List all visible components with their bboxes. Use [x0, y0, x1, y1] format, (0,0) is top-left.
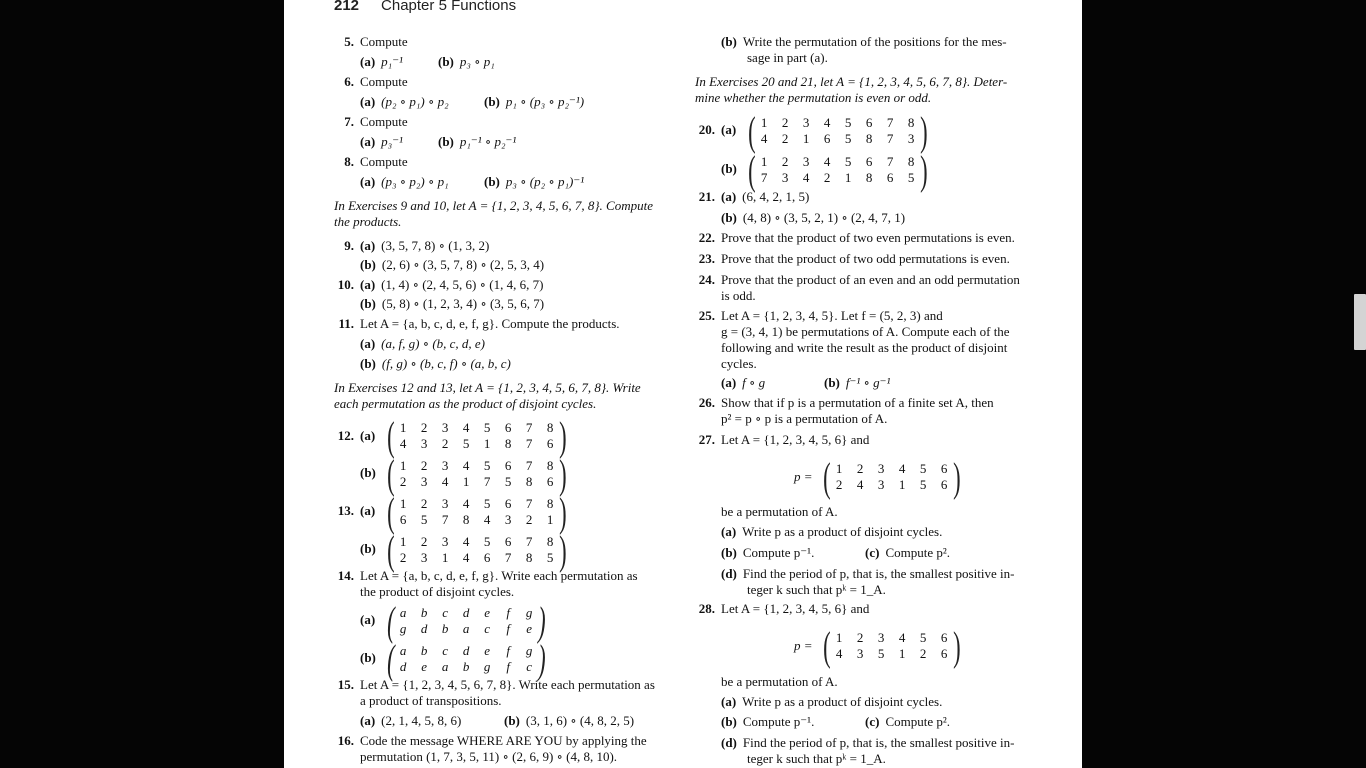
- matrix-cell-top: 2: [781, 115, 789, 130]
- exercise-25: 25. Let A = {1, 2, 3, 4, 5}. Let f = (5, 2, 3) and: [698, 308, 943, 323]
- matrix-cell-bottom: e: [526, 621, 533, 636]
- matrix-cell-bottom: 5: [420, 512, 428, 527]
- matrix-cell-bottom: 6: [483, 550, 491, 565]
- matrix-cell-bottom: 3: [856, 646, 864, 661]
- matrix-cell-bottom: e: [421, 659, 428, 674]
- chapter-title: Chapter 5 Functions: [381, 0, 517, 14]
- matrix-cell-bottom: 3: [420, 436, 428, 451]
- textbook-page: 212 Chapter 5 Functions 5. Compute (a) p₁⁻¹ (b) p₃ ∘ p₁ 6. Compute (a) (p₂ ∘ p₁) ∘ p₂ (b) p₁ ∘ (p₃ ∘ p₂⁻¹) 7. Compute (a) p₃⁻¹ (b) p₁⁻¹ ∘ p₂⁻¹ 8. Compute (a) (p₃ ∘ p₂) ∘ p₁ (b) p₃ ∘ (p₂ ∘ p₁)⁻¹ In Exercises 9 and 10, let A = {1, 2, 3, 4, 5, 6, 7, 8}. Compute the products. 9. (a) (3, 5, 7, 8) ∘ (1, 3, 2) (b) (2, 6) ∘ (3, 5, 7, 8) ∘ (2, 5, 3, 4) 10. (a) (1, 4) ∘ (2, 4, 5, 6) ∘ (1, 4, 6, 7) (b) (5, 8) ∘ (1, 2, 3, 4) ∘ (3, 5, 6, 7) 11. Let A = {a, b, c, d, e, f, g}. Compute the products. (a) (a, f, g) ∘ (b, c, d, e) (b) (f, g) ∘ (b, c, f) ∘ (a, b, c) In Exercises 12 and 13, let A = {1, 2, 3, 4, 5, 6, 7, 8}. Write each permutation as the product of disjoint cycles. 12. (a) ( 1 4 2 3 3 2 4 5 5 1 6 8 7 7 8 6 ) (b) ( 1 2 2 3 3 4 4 1 5 7 6 5 7 8 8 6 ) 13. (a) ( 1 6 2 5 3 7 4 8 5 4 6 3 7 2 8 1 ) (b) ( 1 2 2 3 3 1 4 4 5 6 6 7 7 8 8 5 ) 14. Let A = {a, b, c, d, e, f, g}. Write each permutation as the product of disjoint cycles. (a) ( a g b d c b d a e c f f g e ) (b) ( a d b e c a d b e g f f g c ) 15. Let A = {1, 2, 3, 4, 5, 6, 7, 8}. Write each permutation as a product of transpositions. (a) (2, 1, 4, 5, 8, 6) (b) (3, 1, 6) ∘ (4, 8, 2, 5) 16. Code the message WHERE ARE YOU by applying the permutation (1, 7, 3, 5, 11) ∘ (2, 6, 9) ∘ (4, 8, 10). (b) Write the permutation of the positions for the mes- sage in part (a). In Exercises 20 and 21, let A = {1, 2, 3, 4, 5, 6, 7, 8}. Deter- mine whether the permutation is even or odd. 20. (a) ( 1 4 2 2 3 1 4 6 5 5 6 8 7 7 8 3 ) (b) ( 1 7 2 3 3 4 4 2 5 1 6 8 7 6 8 5 ) 21. (a) (6, 4, 2, 1, 5) (b) (4, 8) ∘ (3, 5, 2, 1) ∘ (2, 4, 7, 1) 22. Prove that the product of two even permutations is even. 23. Prove that the product of two odd permutations is even. 24. Prove that the product of an even and an odd permutation is odd. 25. Let A = {1, 2, 3, 4, 5}. Let f = (5, 2, 3) and g = (3, 4, 1) be permutations of A. Compute each of the following and write the result as the product of disjoint cycles. (a) f ∘ g (b) f⁻¹ ∘ g⁻¹ 26. Show that if p is a permutation of a finite set A, then p² = p ∘ p is a permutation of A. 27. Let A = {1, 2, 3, 4, 5, 6} and p = ( 1 2 2 4 3 3 4 1 5 5 6 6 ) be a permutation of A. (a) Write p as a product of disjoint cycles. (b) Compute p⁻¹. (c) Compute p². (d) Find the period of p, that is, the smallest positive in- teger k such that pᵏ = 1_A. 28. Let A = {1, 2, 3, 4, 5, 6} and p = ( 1 4 2 3 3 5 4 1 5 2 6 6 ) be a permutation of A. (a) Write p as a product of disjoint cycles. (b) Compute p⁻¹. (c) Compute p². (d) Find the period of p, that is, the smallest positive in- teger k such that pᵏ = 1_A.: [284, 0, 1082, 768]
- matrix-cell-top: 7: [886, 154, 894, 169]
- exercise-26: 26. Show that if p is a permutation of a finite set A, then: [698, 395, 994, 410]
- matrix-cell-top: 6: [504, 420, 512, 435]
- matrix-14b: ( a d b e c a d b e g f f g c ): [387, 636, 546, 682]
- matrix-27: ( 1 2 2 4 3 3 4 1 5 5 6 6 ): [823, 454, 961, 500]
- matrix-28: ( 1 4 2 3 3 5 4 1 5 2 6 6 ): [823, 623, 961, 669]
- matrix-cell-top: 1: [835, 461, 843, 476]
- matrix-cell-bottom: b: [462, 659, 470, 674]
- instruction-9-10: In Exercises 9 and 10, let A = {1, 2, 3, 4, 5, 6, 7, 8}. Compute the products.: [334, 198, 653, 229]
- matrix-cell-bottom: 1: [898, 477, 906, 492]
- matrix-cell-top: 1: [399, 458, 407, 473]
- matrix-cell-top: a: [399, 643, 407, 658]
- matrix-13a: ( 1 6 2 5 3 7 4 8 5 4 6 3 7 2 8 1 ): [387, 489, 567, 535]
- matrix-cell-bottom: d: [399, 659, 407, 674]
- matrix-cell-top: d: [462, 605, 470, 620]
- matrix-cell-bottom: 5: [546, 550, 554, 565]
- matrix-cell-bottom: 4: [441, 474, 449, 489]
- matrix-cell-bottom: 5: [919, 477, 927, 492]
- matrix-cell-top: 6: [504, 496, 512, 511]
- scrollbar-thumb[interactable]: [1354, 294, 1366, 350]
- matrix-cell-top: 6: [940, 630, 948, 645]
- matrix-12b: ( 1 2 2 3 3 4 4 1 5 7 6 5 7 8 8 6 ): [387, 451, 567, 497]
- matrix-cell-bottom: 3: [877, 477, 885, 492]
- matrix-cell-bottom: 6: [546, 474, 554, 489]
- matrix-cell-top: 5: [919, 630, 927, 645]
- matrix-cell-top: 5: [483, 534, 491, 549]
- exercise-24: 24. Prove that the product of an even and an odd permutation: [698, 272, 1020, 287]
- matrix-cell-top: 4: [823, 115, 831, 130]
- matrix-cell-bottom: 4: [462, 550, 470, 565]
- matrix-cell-bottom: 5: [504, 474, 512, 489]
- matrix-cell-top: 3: [877, 630, 885, 645]
- matrix-cell-bottom: 5: [462, 436, 470, 451]
- matrix-cell-top: b: [420, 605, 428, 620]
- matrix-cell-bottom: 8: [504, 436, 512, 451]
- matrix-cell-top: 2: [856, 461, 864, 476]
- matrix-cell-bottom: b: [441, 621, 449, 636]
- matrix-cell-bottom: 6: [940, 477, 948, 492]
- matrix-cell-top: 8: [907, 154, 915, 169]
- matrix-cell-bottom: 8: [865, 131, 873, 146]
- matrix-cell-top: 6: [504, 534, 512, 549]
- matrix-cell-top: 3: [441, 458, 449, 473]
- matrix-cell-bottom: 6: [546, 436, 554, 451]
- matrix-cell-top: 6: [865, 115, 873, 130]
- matrix-cell-top: 6: [940, 461, 948, 476]
- matrix-cell-top: 1: [835, 630, 843, 645]
- matrix-cell-top: 7: [525, 534, 533, 549]
- matrix-cell-top: e: [484, 605, 491, 620]
- matrix-cell-top: 4: [898, 630, 906, 645]
- matrix-cell-top: 6: [504, 458, 512, 473]
- matrix-cell-top: 6: [865, 154, 873, 169]
- exercise-5-parts: (a) p₁⁻¹: [360, 54, 403, 69]
- exercise-27: 27. Let A = {1, 2, 3, 4, 5, 6} and: [698, 432, 870, 447]
- instruction-20-21: In Exercises 20 and 21, let A = {1, 2, 3, 4, 5, 6, 7, 8}. Deter- mine whether the permutation is even or odd.: [695, 74, 1008, 105]
- matrix-20a: ( 1 4 2 2 3 1 4 6 5 5 6 8 7 7 8 3 ): [748, 108, 928, 154]
- matrix-cell-top: 8: [546, 458, 554, 473]
- matrix-14a: ( a g b d c b d a e c f f g e ): [387, 598, 546, 644]
- matrix-cell-bottom: 1: [546, 512, 554, 527]
- matrix-cell-top: 1: [399, 496, 407, 511]
- matrix-cell-bottom: 1: [898, 646, 906, 661]
- matrix-cell-top: 2: [420, 496, 428, 511]
- matrix-cell-top: 2: [781, 154, 789, 169]
- matrix-cell-top: 3: [877, 461, 885, 476]
- matrix-cell-bottom: 3: [781, 170, 789, 185]
- matrix-cell-bottom: 8: [525, 550, 533, 565]
- matrix-cell-top: 5: [483, 496, 491, 511]
- matrix-cell-bottom: 4: [399, 436, 407, 451]
- matrix-cell-bottom: 7: [504, 550, 512, 565]
- matrix-cell-bottom: 6: [823, 131, 831, 146]
- matrix-cell-bottom: 4: [483, 512, 491, 527]
- matrix-cell-bottom: g: [399, 621, 407, 636]
- matrix-cell-bottom: f: [506, 621, 510, 636]
- matrix-cell-top: 4: [462, 458, 470, 473]
- matrix-cell-bottom: 7: [760, 170, 768, 185]
- matrix-cell-top: f: [506, 643, 510, 658]
- matrix-cell-bottom: f: [506, 659, 510, 674]
- matrix-cell-bottom: c: [484, 621, 491, 636]
- matrix-cell-top: 2: [420, 534, 428, 549]
- matrix-cell-top: 8: [907, 115, 915, 130]
- exercise-23: 23. Prove that the product of two odd permutations is even.: [698, 251, 1010, 266]
- matrix-cell-bottom: 3: [420, 550, 428, 565]
- matrix-cell-top: 3: [802, 154, 810, 169]
- matrix-cell-top: b: [420, 643, 428, 658]
- page-header: [334, 0, 516, 14]
- matrix-cell-top: 8: [546, 420, 554, 435]
- matrix-cell-top: 7: [525, 458, 533, 473]
- matrix-cell-top: 5: [483, 458, 491, 473]
- matrix-cell-top: 2: [856, 630, 864, 645]
- matrix-cell-top: c: [442, 605, 449, 620]
- matrix-cell-bottom: 7: [483, 474, 491, 489]
- matrix-cell-top: 3: [441, 420, 449, 435]
- exercise-13: 13. (a): [337, 503, 376, 518]
- matrix-cell-bottom: 1: [441, 550, 449, 565]
- matrix-cell-bottom: 8: [525, 474, 533, 489]
- matrix-cell-bottom: 8: [865, 170, 873, 185]
- matrix-cell-top: d: [462, 643, 470, 658]
- exercise-8: 8. Compute: [344, 154, 408, 169]
- matrix-cell-top: g: [525, 605, 533, 620]
- matrix-cell-bottom: c: [526, 659, 533, 674]
- exercise-9: 9. (a) (3, 5, 7, 8) ∘ (1, 3, 2): [344, 238, 490, 253]
- matrix-cell-top: 8: [546, 496, 554, 511]
- exercise-5: 5. Compute: [344, 34, 408, 49]
- matrix-cell-bottom: a: [462, 621, 470, 636]
- matrix-cell-bottom: 1: [802, 131, 810, 146]
- matrix-cell-top: g: [525, 643, 533, 658]
- page-number: 212: [334, 0, 360, 14]
- matrix-cell-bottom: 4: [760, 131, 768, 146]
- matrix-cell-top: 3: [441, 496, 449, 511]
- matrix-cell-bottom: 1: [483, 436, 491, 451]
- matrix-cell-top: 5: [919, 461, 927, 476]
- matrix-cell-bottom: 2: [441, 436, 449, 451]
- matrix-cell-bottom: 5: [844, 131, 852, 146]
- exercise-16b: (b) Write the permutation of the positions for the mes-: [721, 34, 1007, 49]
- matrix-cell-top: 7: [525, 496, 533, 511]
- matrix-cell-bottom: 3: [420, 474, 428, 489]
- matrix-cell-top: 1: [760, 115, 768, 130]
- matrix-cell-bottom: 5: [907, 170, 915, 185]
- matrix-cell-bottom: 2: [399, 550, 407, 565]
- matrix-cell-top: 5: [483, 420, 491, 435]
- exercise-22: 22. Prove that the product of two even permutations is even.: [698, 230, 1015, 245]
- matrix-cell-bottom: 5: [877, 646, 885, 661]
- matrix-cell-top: 2: [420, 420, 428, 435]
- exercise-7: 7. Compute: [344, 114, 408, 129]
- exercise-11: 11. Let A = {a, b, c, d, e, f, g}. Compute the products.: [338, 316, 620, 331]
- matrix-cell-bottom: a: [441, 659, 449, 674]
- matrix-cell-bottom: 7: [441, 512, 449, 527]
- exercise-14: 14. Let A = {a, b, c, d, e, f, g}. Write each permutation as: [337, 568, 638, 583]
- matrix-20b: ( 1 7 2 3 3 4 4 2 5 1 6 8 7 6 8 5 ): [748, 147, 928, 193]
- instruction-12-13: In Exercises 12 and 13, let A = {1, 2, 3, 4, 5, 6, 7, 8}. Write each permutation as the product of disjoint cycles.: [334, 380, 641, 411]
- matrix-cell-bottom: d: [420, 621, 428, 636]
- matrix-cell-bottom: 7: [525, 436, 533, 451]
- matrix-cell-bottom: 4: [856, 477, 864, 492]
- matrix-cell-bottom: g: [483, 659, 491, 674]
- matrix-cell-top: 2: [420, 458, 428, 473]
- exercise-16: 16. Code the message WHERE ARE YOU by applying the: [337, 733, 647, 748]
- matrix-cell-bottom: 2: [835, 477, 843, 492]
- matrix-cell-top: 7: [525, 420, 533, 435]
- matrix-cell-top: 5: [844, 115, 852, 130]
- matrix-cell-top: a: [399, 605, 407, 620]
- matrix-cell-top: 3: [802, 115, 810, 130]
- matrix-cell-bottom: 6: [940, 646, 948, 661]
- matrix-cell-bottom: 2: [823, 170, 831, 185]
- matrix-cell-bottom: 2: [781, 131, 789, 146]
- matrix-cell-top: f: [506, 605, 510, 620]
- matrix-cell-top: 7: [886, 115, 894, 130]
- matrix-cell-bottom: 1: [844, 170, 852, 185]
- matrix-cell-bottom: 6: [886, 170, 894, 185]
- matrix-cell-top: 3: [441, 534, 449, 549]
- exercise-15: 15. Let A = {1, 2, 3, 4, 5, 6, 7, 8}. Write each permutation as: [337, 677, 655, 692]
- matrix-cell-top: 8: [546, 534, 554, 549]
- exercise-10: 10. (a) (1, 4) ∘ (2, 4, 5, 6) ∘ (1, 4, 6, 7): [337, 277, 544, 292]
- matrix-cell-top: 4: [462, 496, 470, 511]
- matrix-cell-top: 4: [823, 154, 831, 169]
- matrix-cell-top: 1: [760, 154, 768, 169]
- matrix-cell-top: 4: [898, 461, 906, 476]
- matrix-cell-bottom: 4: [835, 646, 843, 661]
- exercise-6: 6. Compute: [344, 74, 408, 89]
- matrix-cell-bottom: 6: [399, 512, 407, 527]
- matrix-cell-top: 1: [399, 420, 407, 435]
- matrix-cell-top: e: [484, 643, 491, 658]
- matrix-cell-top: c: [442, 643, 449, 658]
- matrix-cell-bottom: 3: [907, 131, 915, 146]
- matrix-cell-bottom: 2: [525, 512, 533, 527]
- matrix-cell-bottom: 1: [462, 474, 470, 489]
- matrix-cell-bottom: 2: [919, 646, 927, 661]
- matrix-cell-top: 4: [462, 534, 470, 549]
- exercise-12: 12. (a): [337, 428, 376, 443]
- matrix-cell-top: 5: [844, 154, 852, 169]
- matrix-cell-bottom: 4: [802, 170, 810, 185]
- exercise-28: 28. Let A = {1, 2, 3, 4, 5, 6} and: [698, 601, 870, 616]
- matrix-12a: ( 1 4 2 3 3 2 4 5 5 1 6 8 7 7 8 6 ): [387, 413, 567, 459]
- matrix-cell-bottom: 3: [504, 512, 512, 527]
- exercise-21: 21. (a) (6, 4, 2, 1, 5): [698, 189, 810, 204]
- exercise-20: 20. (a): [698, 122, 737, 137]
- matrix-cell-top: 4: [462, 420, 470, 435]
- matrix-cell-bottom: 8: [462, 512, 470, 527]
- matrix-13b: ( 1 2 2 3 3 1 4 4 5 6 6 7 7 8 8 5 ): [387, 527, 567, 573]
- matrix-cell-bottom: 2: [399, 474, 407, 489]
- matrix-cell-top: 1: [399, 534, 407, 549]
- matrix-cell-bottom: 7: [886, 131, 894, 146]
